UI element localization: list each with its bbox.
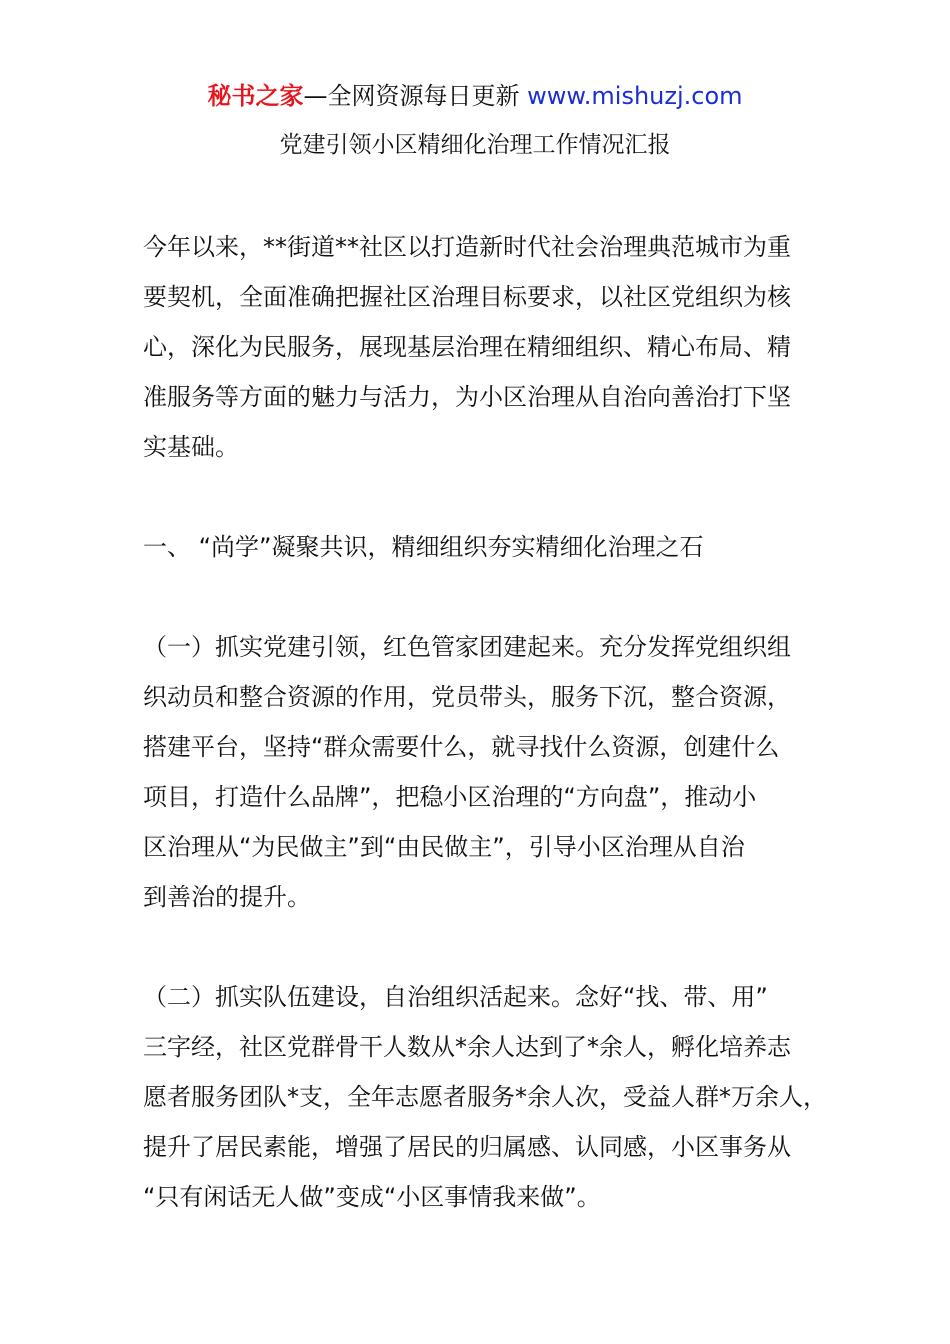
subsection-2-line-5: “只有闲话无人做”变成“小区事情我来做”。 [143, 1183, 601, 1211]
document-title: 党建引领小区精细化治理工作情况汇报 [279, 132, 671, 158]
subsection-2-line-2: 三字经，社区党群骨干人数从*余人达到了*余人，孵化培养志 [143, 1033, 791, 1061]
intro-line-2: 要契机，全面准确把握社区治理目标要求，以社区党组织为核 [143, 283, 791, 311]
subsection-1-line-3: 搭建平台，坚持“群众需要什么，就寻找什么资源，创建什么 [143, 733, 780, 761]
paragraph-gap [143, 572, 833, 622]
intro-line-5: 实基础。 [143, 433, 239, 461]
intro-line-4: 准服务等方面的魅力与活力，为小区治理从自治向善治打下坚 [143, 383, 791, 411]
subsection-1-line-5: 区治理从“为民做主”到“由民做主”，引导小区治理从自治 [143, 833, 745, 861]
subsection-1-line-1: （一）抓实党建引领，红色管家团建起来。充分发挥党组织组 [143, 633, 791, 661]
section-1-heading: 一、 “尚学”凝聚共识，精细组织夯实精细化治理之石 [143, 533, 704, 561]
intro-line-1: 今年以来，**街道**社区以打造新时代社会治理典范城市为重 [143, 233, 791, 261]
header-slogan: —全网资源每日更新 [303, 82, 528, 110]
intro-line-3: 心，深化为民服务，展现基层治理在精细组织、精心布局、精 [143, 333, 791, 361]
subsection-1-line-4: 项目，打造什么品牌”，把稳小区治理的“方向盘”，推动小 [143, 783, 757, 811]
paragraph-gap [143, 472, 833, 522]
subsection-1-line-6: 到善治的提升。 [143, 883, 311, 911]
brand-name: 秘书之家 [207, 82, 304, 110]
site-header [0, 80, 950, 112]
document-body [143, 222, 833, 1222]
subsection-2-line-3: 愿者服务团队*支，全年志愿者服务*余人次，受益人群*万余人， [143, 1083, 827, 1111]
subsection-1-line-2: 织动员和整合资源的作用，党员带头，服务下沉，整合资源， [143, 683, 791, 711]
subsection-2-line-4: 提升了居民素能，增强了居民的归属感、认同感，小区事务从 [143, 1133, 791, 1161]
subsection-2-line-1: （二）抓实队伍建设，自治组织活起来。念好“找、带、用” [143, 983, 768, 1011]
paragraph-gap [143, 922, 833, 972]
site-url-link[interactable]: www.mishuzj.com [527, 82, 743, 110]
